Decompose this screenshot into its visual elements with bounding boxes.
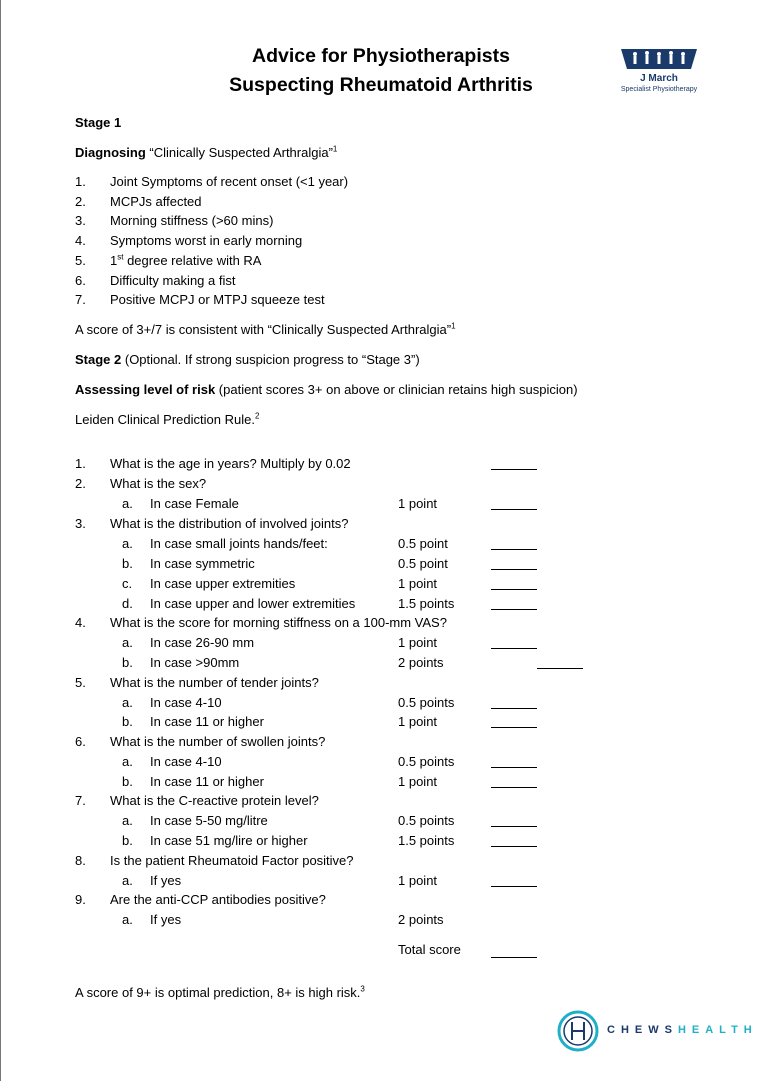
question-text: Is the patient Rheumatoid Factor positive? [110, 853, 354, 868]
score-blank[interactable] [491, 509, 537, 510]
diagnosing-heading [75, 145, 337, 161]
sub-question-letter: a. [122, 754, 133, 769]
symptom-text: Positive MCPJ or MTPJ squeeze test [110, 292, 325, 307]
logo-name: J March [640, 73, 678, 84]
risk-bold: Assessing level of risk [75, 382, 216, 397]
sub-question-letter: d. [122, 596, 133, 611]
question-number: 6. [75, 734, 86, 749]
sub-question-letter: a. [122, 873, 133, 888]
points-value: 1 point [398, 873, 438, 888]
question-number: 3. [75, 516, 86, 531]
diagnosing-bold: Diagnosing [75, 145, 146, 160]
final-note-text: A score of 9+ is optimal prediction, 8+ is high risk. [75, 985, 361, 1000]
symptom-number: 1. [75, 174, 86, 189]
symptom-text: Symptoms worst in early morning [110, 233, 303, 248]
sub-question-letter: a. [122, 536, 133, 551]
diagnosing-rest: “Clinically Suspected Arthralgia” [145, 145, 333, 160]
symptom-number: 4. [75, 233, 86, 248]
sub-question-text: In case 5-50 mg/litre [150, 813, 268, 828]
sub-question-text: In case 4-10 [150, 695, 222, 710]
sub-question-text: In case symmetric [150, 556, 255, 571]
symptom-text [110, 253, 261, 269]
points-value: 1 point [398, 714, 438, 729]
points-value: 0.5 points [398, 813, 455, 828]
symptom-text: Joint Symptoms of recent onset (<1 year) [110, 174, 349, 189]
points-value: 1 point [398, 774, 438, 789]
points-value: 2 points [398, 912, 444, 927]
symptom-number: 6. [75, 273, 86, 288]
score-blank[interactable] [491, 846, 537, 847]
symptom-text: MCPJs affected [110, 194, 202, 209]
question-text: What is the distribution of involved joints? [110, 516, 349, 531]
score-blank[interactable] [491, 727, 537, 728]
sub-question-letter: b. [122, 774, 133, 789]
sub-question-letter: c. [122, 576, 133, 591]
wordmark-health: HEALTH [677, 1024, 758, 1036]
logo-subtitle: Specialist Physiotherapy [620, 86, 698, 93]
stage2-bold: Stage 2 [75, 352, 122, 367]
prediction-rule-text: Leiden Clinical Prediction Rule. [75, 412, 255, 427]
score-blank[interactable] [491, 886, 537, 887]
sub-question-letter: a. [122, 635, 133, 650]
final-note [75, 985, 365, 1001]
sub-question-text: In case small joints hands/feet: [150, 536, 328, 551]
points-value: 0.5 points [398, 695, 455, 710]
title-line-1: Advice for Physiotherapists [252, 45, 510, 67]
question-number: 7. [75, 793, 86, 808]
question-number: 2. [75, 476, 86, 491]
symptom-text-prefix: 1 [110, 253, 118, 268]
score-blank[interactable] [491, 708, 537, 709]
question-text: What is the age in years? Multiply by 0.02 [110, 456, 351, 471]
sub-question-text: If yes [150, 873, 182, 888]
chews-health-logo-icon [557, 1010, 599, 1052]
sub-question-letter: a. [122, 912, 133, 927]
sub-question-letter: b. [122, 833, 133, 848]
symptom-number: 5. [75, 253, 86, 268]
ref-1: 1 [332, 144, 338, 154]
sub-question-text: In case 51 mg/lire or higher [150, 833, 308, 848]
points-value: 1.5 points [398, 833, 455, 848]
sub-question-text: If yes [150, 912, 182, 927]
sub-question-text: In case 11 or higher [150, 714, 264, 729]
question-number: 9. [75, 892, 86, 907]
score-blank[interactable] [491, 767, 537, 768]
title-line-2: Suspecting Rheumatoid Arthritis [229, 74, 533, 96]
points-value: 1 point [398, 496, 438, 511]
sub-question-text: In case 26-90 mm [150, 635, 255, 650]
ordinal-suffix: st [117, 252, 124, 262]
sub-question-text: In case upper extremities [150, 576, 296, 591]
question-text: What is the sex? [110, 476, 207, 491]
score-blank[interactable] [491, 648, 537, 649]
sub-question-letter: a. [122, 813, 133, 828]
symptom-number: 7. [75, 292, 86, 307]
symptom-text: Difficulty making a fist [110, 273, 236, 288]
score-blank[interactable] [491, 609, 537, 610]
points-value: 0.5 point [398, 536, 448, 551]
sub-question-text: In case Female [150, 496, 239, 511]
symptom-number: 2. [75, 194, 86, 209]
points-value: 0.5 points [398, 754, 455, 769]
sub-question-text: In case 4-10 [150, 754, 222, 769]
ref-2: 2 [254, 411, 260, 421]
question-number: 5. [75, 675, 86, 690]
score-blank[interactable] [491, 469, 537, 470]
sub-question-letter: a. [122, 695, 133, 710]
symptom-number: 3. [75, 213, 86, 228]
ref-1: 1 [451, 321, 456, 331]
points-value: 1 point [398, 635, 438, 650]
risk-heading [75, 382, 578, 398]
question-text: What is the number of tender joints? [110, 675, 319, 690]
wordmark-chews: CHEWS [607, 1024, 678, 1036]
question-text: What is the number of swollen joints? [110, 734, 326, 749]
sub-question-letter: a. [122, 496, 133, 511]
stage1-heading: Stage 1 [75, 115, 122, 130]
question-number: 8. [75, 853, 86, 868]
symptom-text: Morning stiffness (>60 mins) [110, 213, 274, 228]
score-note [75, 322, 456, 338]
ref-3: 3 [360, 984, 365, 994]
prediction-rule [75, 412, 259, 428]
score-blank[interactable] [491, 549, 537, 550]
question-text: What is the C-reactive protein level? [110, 793, 319, 808]
score-note-text: A score of 3+/7 is consistent with “Clinically Suspected Arthralgia” [75, 322, 452, 337]
sub-question-text: In case 11 or higher [150, 774, 264, 789]
total-score-blank[interactable] [491, 957, 537, 958]
sub-question-letter: b. [122, 556, 133, 571]
question-number: 4. [75, 615, 86, 630]
risk-rest: (patient scores 3+ on above or clinician retains high suspicion) [215, 382, 578, 397]
total-score-label: Total score [398, 942, 461, 957]
question-text: Are the anti-CCP antibodies positive? [110, 892, 326, 907]
question-number: 1. [75, 456, 86, 471]
sub-question-letter: b. [122, 655, 133, 670]
points-value: 2 points [398, 655, 444, 670]
sub-question-letter: b. [122, 714, 133, 729]
sub-question-text: In case >90mm [150, 655, 240, 670]
physio-figures-icon [619, 47, 699, 71]
score-blank[interactable] [491, 589, 537, 590]
points-value: 0.5 point [398, 556, 448, 571]
points-value: 1.5 points [398, 596, 455, 611]
question-text: What is the score for morning stiffness on a 100-mm VAS? [110, 615, 447, 630]
points-value: 1 point [398, 576, 438, 591]
sub-question-text: In case upper and lower extremities [150, 596, 356, 611]
chews-health-wordmark [607, 1024, 758, 1036]
score-blank[interactable] [537, 668, 583, 669]
stage2-heading [75, 352, 420, 368]
score-blank[interactable] [491, 787, 537, 788]
score-blank[interactable] [491, 569, 537, 570]
stage2-rest: (Optional. If strong suspicion progress to “Stage 3”) [121, 352, 420, 367]
symptom-text-rest: degree relative with RA [123, 253, 262, 268]
score-blank[interactable] [491, 826, 537, 827]
